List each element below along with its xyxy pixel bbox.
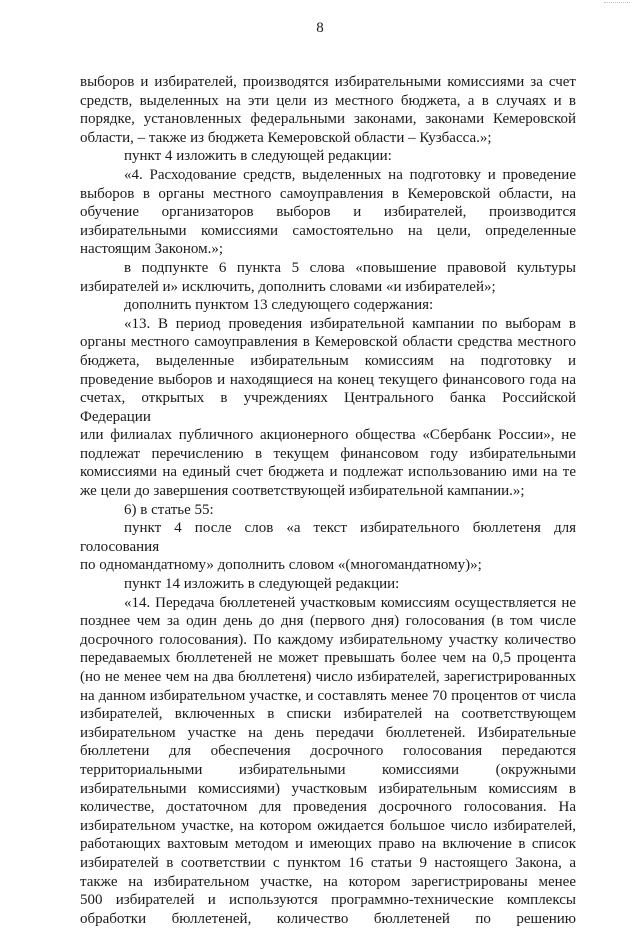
text-line: или филиалах публичного акционерного общества «Сбербанк России», не <box>80 427 576 444</box>
text-line: же цели до завершения соответствующей избирательной кампании.»; <box>80 483 525 500</box>
text-line: органы местного самоуправления в Кемеровской области средства местного <box>80 334 576 351</box>
text-line: территориальными избирательными комиссиями (окружными <box>80 761 576 778</box>
text-line: настоящим Законом.»; <box>80 241 223 258</box>
text-line: пункт 14 изложить в следующей редакции: <box>124 576 400 593</box>
text-line: проведение выборов и находящиеся на конец текущего финансового года на <box>80 371 576 388</box>
text-line: бюллетени для обеспечения досрочного голосования передаются <box>80 743 576 760</box>
text-line: обработки бюллетеней, количество бюллетеней по решению <box>80 910 576 927</box>
text-line: порядке, установленных федеральными законами, законами Кемеровской <box>80 111 576 128</box>
text-line: избирательными комиссиями) участковым избирательным комиссиям в <box>80 780 576 797</box>
text-line: выборов в органы местного самоуправления в Кемеровской области, на <box>80 185 576 202</box>
text-line: избирательном участке на день передачи бюллетеней. Избирательные <box>80 724 576 741</box>
scan-corner-mark <box>604 2 630 9</box>
text-line: передаваемых бюллетеней не может превышать более чем на 0,5 процента <box>80 650 576 667</box>
text-line: счетах, открытых в учреждениях Центрального банка Российской Федерации <box>80 390 576 425</box>
text-line: в подпункте 6 пункта 5 слова «повышение правовой культуры <box>124 259 576 276</box>
text-line: подлежат перечислению в текущем финансовом году избирательными <box>80 445 576 462</box>
text-line: избирателей в соответствии с пунктом 16 статьи 9 настоящего Закона, а <box>80 854 576 871</box>
text-line: количестве, достаточном для проведения досрочного голосования. На <box>80 799 576 816</box>
text-line: избирательном участке, на котором ожидается большое число избирателей, <box>80 817 576 834</box>
text-line: пункт 4 после слов «а текст избирательного бюллетеня для голосования <box>80 520 576 555</box>
page-number: 8 <box>316 20 324 36</box>
text-line: «13. В период проведения избирательной кампании по выборам в <box>124 315 576 332</box>
text-line: досрочного голосования). По каждому избирательному участку количество <box>80 631 576 648</box>
text-line: средств, выделенных на эти цели из местного бюджета, а в случаях и в <box>80 92 576 109</box>
text-line: позднее чем за один день до дня (первого дня) голосования (в том числе <box>80 613 576 630</box>
text-line: 500 избирателей и используются программно-технические комплексы <box>80 892 576 909</box>
text-line: избирателей, включенных в списки избирателей на соответствующем <box>80 706 576 723</box>
text-line: бюджета, выделенные избирательным комиссиям на подготовку и <box>80 352 576 369</box>
text-line: избирательными комиссиями самостоятельно на цели, определенные <box>80 222 576 239</box>
text-line: дополнить пунктом 13 следующего содержания: <box>124 297 434 314</box>
text-line: выборов и избирателей, производятся избирательными комиссиями за счет <box>80 74 576 90</box>
text-line: «4. Расходование средств, выделенных на подготовку и проведение <box>124 166 576 183</box>
document-body <box>80 73 576 928</box>
text-line: комиссиями на единый счет бюджета и подлежат использованию ими на те <box>80 464 576 481</box>
text-line: также на избирательном участке, на котором зарегистрированы менее <box>80 873 576 890</box>
text-line: «14. Передача бюллетеней участковым комиссиям осуществляется не <box>124 594 576 611</box>
text-line: на данном избирательном участке, и составлять менее 70 процентов от числа <box>80 687 576 704</box>
text-line: избирателей и» исключить, дополнить словами «и избирателей»; <box>80 278 496 295</box>
text-line: обучение организаторов выборов и избирателей, производится <box>80 204 576 221</box>
text-line: работающих вахтовым методом и имеющих право на включение в список <box>80 836 576 853</box>
text-line: области, – также из бюджета Кемеровской области – Кузбасса.»; <box>80 129 492 146</box>
text-line: 6) в статье 55: <box>124 501 214 518</box>
text-line: по одномандатному» дополнить словом «(многомандатному)»; <box>80 557 482 574</box>
text-line: пункт 4 изложить в следующей редакции: <box>124 148 392 165</box>
text-line: (но не менее чем на два бюллетеня) число избирателей, зарегистрированных <box>80 669 576 685</box>
